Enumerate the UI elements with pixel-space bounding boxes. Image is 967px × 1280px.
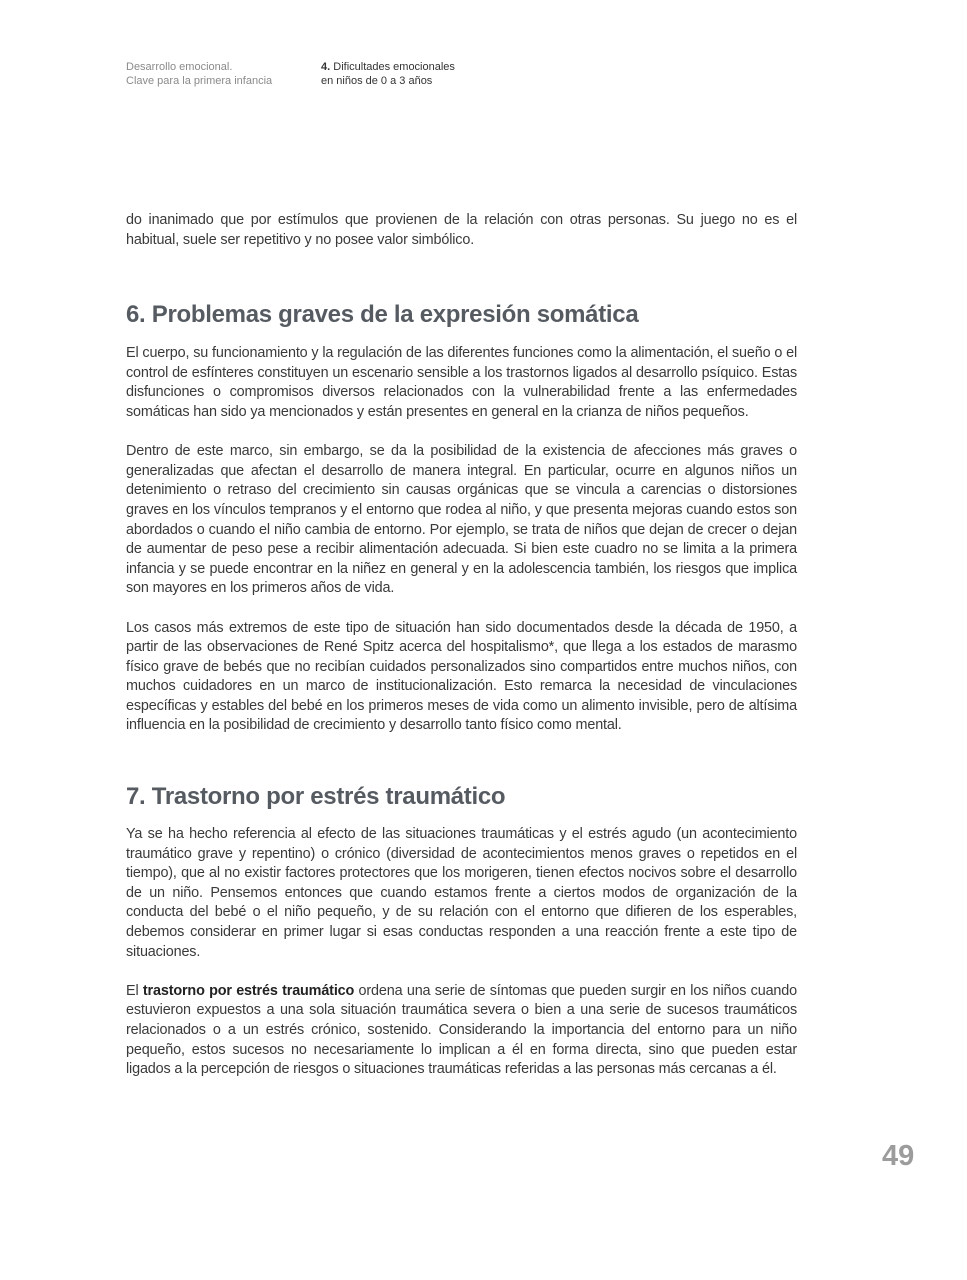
section-6-paragraph: El cuerpo, su funcionamiento y la regulación de las diferentes funciones como la alimentación, el sueño o el control de esfínteres constituyen un escenario sensible a los trastornos ligados al desarrollo psíquico. Estas disfunciones o compromisos diversos relacionados con la vulnerabilidad frente a las enfermedades somáticas han sido ya mencionados y están presentes en general en la crianza de niños pequeños.	[126, 345, 797, 420]
section-7-paragraph	[126, 982, 797, 1080]
running-header-chapter	[321, 60, 455, 88]
book-title-line1: Desarrollo emocional.	[126, 61, 233, 73]
intro-paragraph: do inanimado que por estímulos que provienen de la relación con otras personas. Su juego no es el habitual, suele ser repetitivo y no posee valor simbólico.	[126, 212, 797, 248]
paragraph-start: El	[126, 982, 143, 999]
chapter-title-line1: Dificultades emocionales	[330, 61, 455, 73]
section-7-heading: 7. Trastorno por estrés traumático	[126, 783, 506, 811]
section-7-paragraph: Ya se ha hecho referencia al efecto de las situaciones traumáticas y el estrés agudo (un acontecimiento traumático grave y repentino) o crónico (diversidad de acontecimientos menos graves o repetidos en el tiempo), que al no existir factores protectores que los morigeren, tienen efectos nocivos sobre el desarrollo de un niño. Pensemos entonces que cuando estamos frente a ciertos modos de organización de la conducta del bebé o el niño pequeño, y de su relación con el entorno que difieren de los esperables, debemos considerar en primer lugar si esas conductas responden a una reacción frente a este tipo de situaciones.	[126, 826, 797, 960]
section-6-heading: 6. Problemas graves de la expresión somática	[126, 301, 639, 329]
running-header-book-title	[126, 60, 272, 88]
book-title-line2: Clave para la primera infancia	[126, 75, 273, 87]
bold-term: trastorno por estrés traumático	[142, 982, 355, 999]
chapter-number: 4.	[321, 61, 331, 73]
paragraph-rest: ordena una serie de síntomas que pueden surgir en los niños cuando estuvieron expuestos a una sola situación traumática severa o bien a una serie de sucesos traumáticos relacionados o a un estrés crónico, sostenido. Considerando la importancia del entorno para un niño pequeño, estos sucesos no necesariamente lo implican a él en forma directa, sino que pueden estar ligados a la percepción de riesgos o situaciones traumáticas referidas a las personas más cercanas a él.	[126, 982, 797, 1078]
section-6-paragraph: Dentro de este marco, sin embargo, se da la posibilidad de la existencia de afecciones más graves o generalizadas que afectan el desarrollo de manera integral. En particular, ocurre en algunos niños un detenimiento o retraso del crecimiento sin causas orgánicas que se vincula a carencias o distorsiones graves en los vínculos tempranos y el entorno que rodea al niño, y que presenta mejoras cuando estos son abordados o cuando el niño cambia de entorno. Por ejemplo, se trata de niños que dejan de crecer o dejan de aumentar de peso pese a recibir alimentación adecuada. Si bien este cuadro no se limita a la primera infancia y se puede encontrar en la niñez en general y en la adolescencia también, los riesgos que implica son mayores en los primeros años de vida.	[126, 443, 797, 597]
page-body	[126, 211, 797, 1099]
section-6-paragraph: Los casos más extremos de este tipo de situación han sido documentados desde la década de 1950, a partir de las observaciones de René Spitz acerca del hospitalismo*, que llega a los estados de marasmo físico grave de bebés que no recibían cuidados personalizados sino compartidos entre muchos niños, con muchos cuidadores en un marco de institucionalización. Esto remarca la necesidad de vinculaciones específicas y estables del bebé en los primeros meses de vida como un alimento invisible, pero de altísima influencia en la posibilidad de crecimiento y desarrollo tanto físico como mental.	[126, 619, 797, 734]
page-number: 49	[882, 1140, 915, 1172]
chapter-title-line2: en niños de 0 a 3 años	[321, 75, 433, 87]
